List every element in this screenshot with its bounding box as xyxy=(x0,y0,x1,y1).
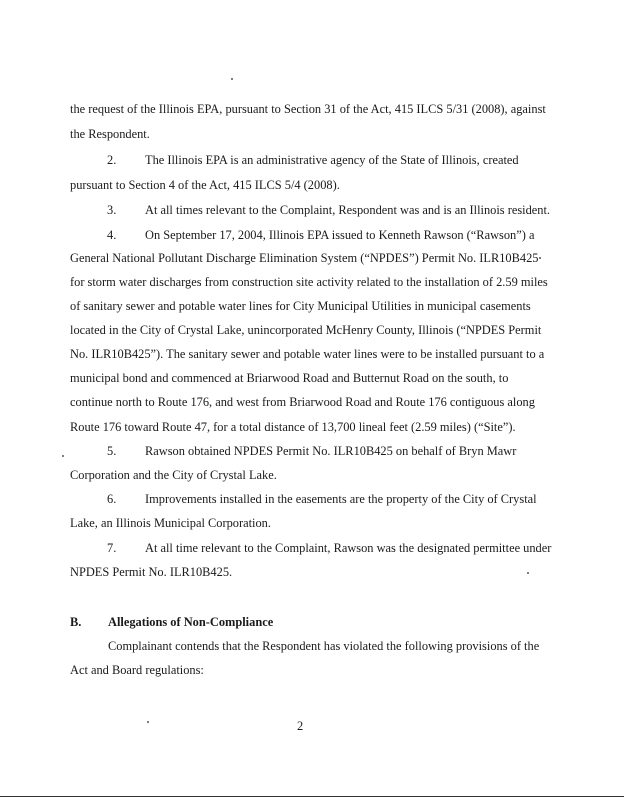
paragraph-text: located in the City of Crystal Lake, unincorporated McHenry County, Illinois (“NPDES Permit xyxy=(70,323,542,337)
paragraph-text: continue north to Route 176, and west from Briarwood Road and Route 176 contiguous along xyxy=(70,395,535,409)
scan-speck xyxy=(231,78,233,80)
paragraph-text: Rawson obtained NPDES Permit No. ILR10B425 on behalf of Bryn Mawr xyxy=(145,444,517,458)
paragraph-text: Corporation and the City of Crystal Lake. xyxy=(70,468,277,482)
section-text: Act and Board regulations: xyxy=(70,663,204,677)
scan-speck xyxy=(527,572,529,574)
scan-speck xyxy=(62,455,64,457)
paragraph-text: At all time relevant to the Complaint, Rawson was the designated permittee under xyxy=(145,541,552,555)
scan-speck xyxy=(539,257,541,259)
paragraph-number: 3. xyxy=(107,203,117,217)
section-letter: B. xyxy=(70,615,82,629)
paragraph-text: for storm water discharges from construction site activity related to the installation of 2.59 miles xyxy=(70,275,548,289)
intro-line: the request of the Illinois EPA, pursuant to Section 31 of the Act, 415 ILCS 5/31 (2008), against xyxy=(70,102,546,116)
paragraph-text: General National Pollutant Discharge Elimination System (“NPDES”) Permit No. ILR10B425 xyxy=(70,251,539,265)
paragraph-number: 2. xyxy=(107,153,117,167)
paragraph-number: 7. xyxy=(107,541,117,555)
scan-speck xyxy=(147,721,149,723)
page-bottom-rule xyxy=(0,796,624,797)
paragraph-number: 4. xyxy=(107,228,117,242)
paragraph-text: At all times relevant to the Complaint, Respondent was and is an Illinois resident. xyxy=(145,203,551,217)
paragraph-text: No. ILR10B425”). The sanitary sewer and potable water lines were to be installed pursuant to a xyxy=(70,347,545,361)
section-text: Complainant contends that the Respondent has violated the following provisions of the xyxy=(108,639,540,653)
paragraph-text: of sanitary sewer and potable water lines for City Municipal Utilities in municipal casements xyxy=(70,299,531,313)
paragraph-text: NPDES Permit No. ILR10B425. xyxy=(70,565,233,579)
paragraph-number: 5. xyxy=(107,444,117,458)
section-heading: Allegations of Non-Compliance xyxy=(108,615,274,629)
paragraph-text: The Illinois EPA is an administrative agency of the State of Illinois, created xyxy=(145,153,519,167)
paragraph-text: Lake, an Illinois Municipal Corporation. xyxy=(70,516,271,530)
paragraph-number: 6. xyxy=(107,492,117,506)
paragraph-text: pursuant to Section 4 of the Act, 415 ILCS 5/4 (2008). xyxy=(70,178,340,192)
paragraph-text: Improvements installed in the easements are the property of the City of Crystal xyxy=(145,492,537,506)
paragraph-text: municipal bond and commenced at Briarwood Road and Butternut Road on the south, to xyxy=(70,371,509,385)
intro-line: the Respondent. xyxy=(70,127,150,141)
page-number: 2 xyxy=(297,719,304,733)
paragraph-text: On September 17, 2004, Illinois EPA issued to Kenneth Rawson (“Rawson”) a xyxy=(145,228,535,242)
paragraph-text: Route 176 toward Route 47, for a total distance of 13,700 lineal feet (2.59 miles) (“Site”). xyxy=(70,420,516,434)
